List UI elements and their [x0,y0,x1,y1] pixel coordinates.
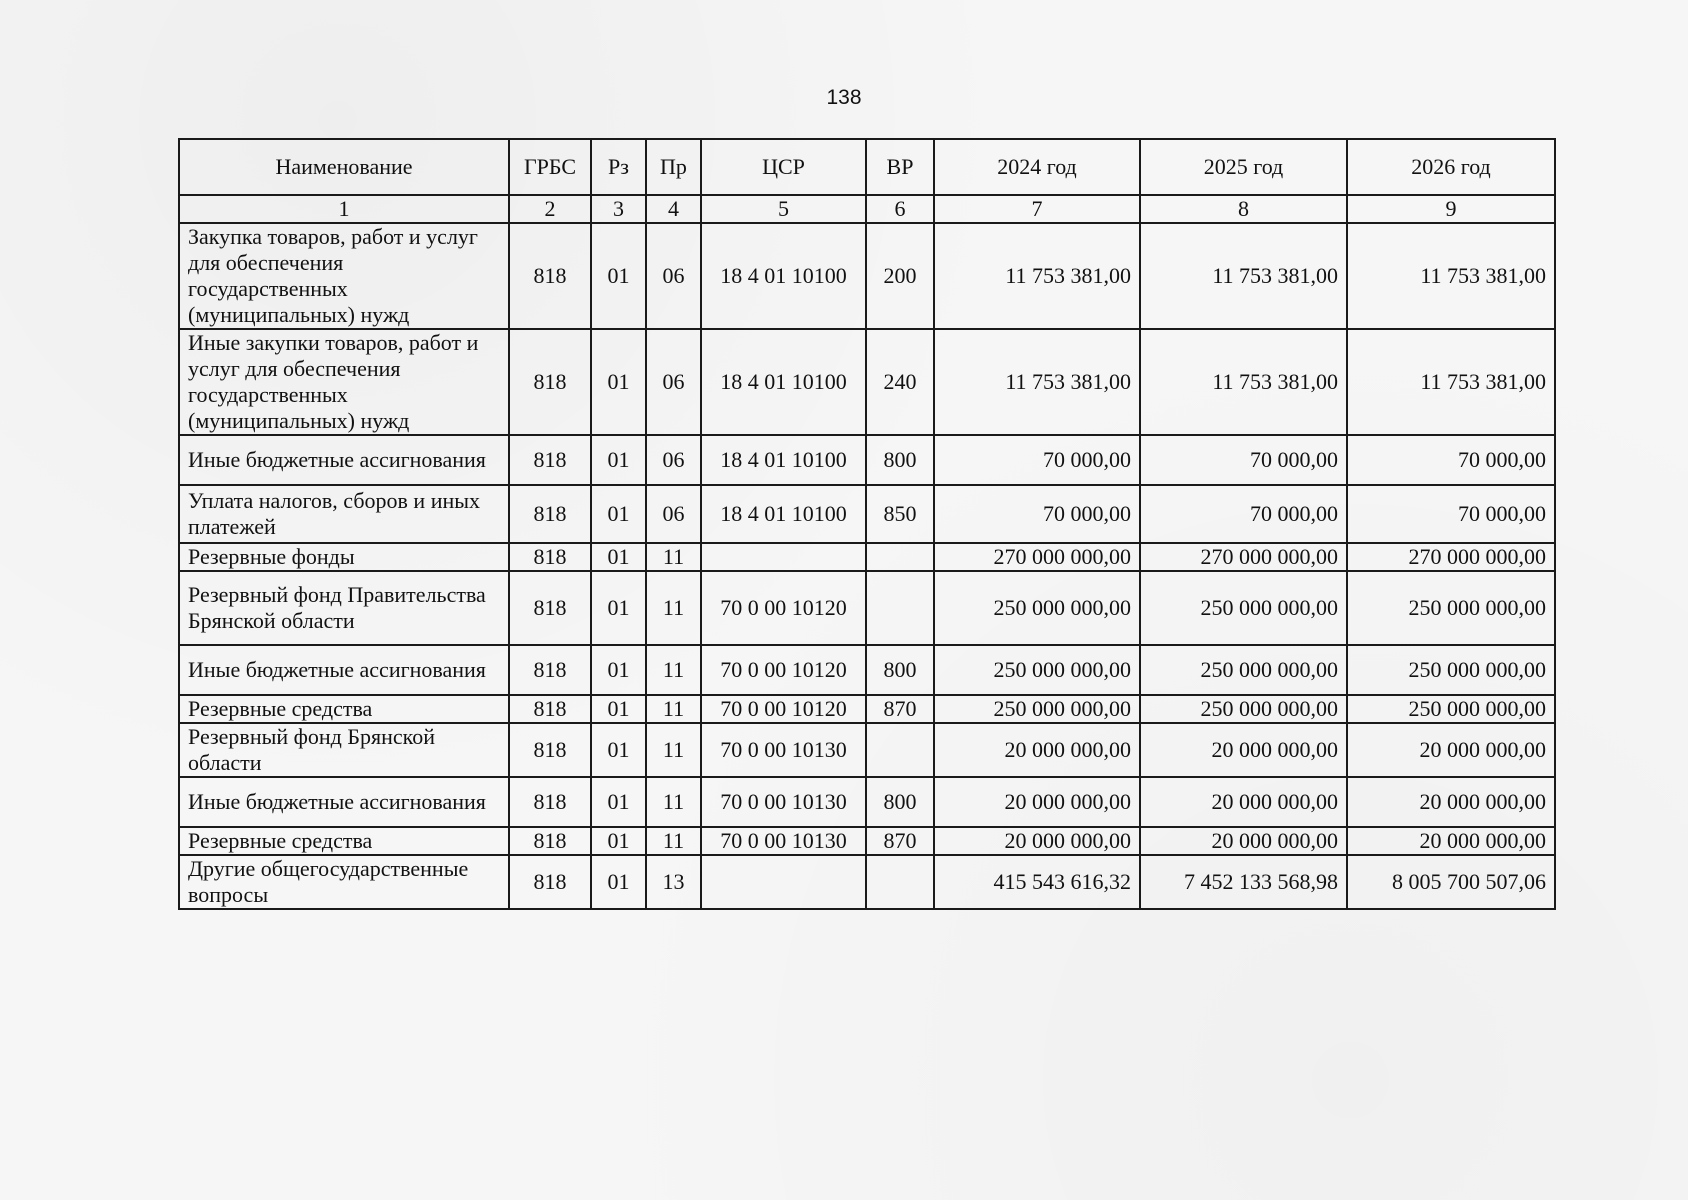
row-name: Резервные средства [179,827,509,855]
row-rz: 01 [591,485,646,543]
row-amount-2024: 250 000 000,00 [934,571,1140,645]
row-grbs: 818 [509,571,591,645]
row-pr: 06 [646,223,701,329]
row-amount-2025: 270 000 000,00 [1140,543,1347,571]
row-grbs: 818 [509,543,591,571]
row-amount-2026: 8 005 700 507,06 [1347,855,1555,909]
row-pr: 13 [646,855,701,909]
row-amount-2026: 250 000 000,00 [1347,695,1555,723]
row-amount-2024: 270 000 000,00 [934,543,1140,571]
row-amount-2026: 250 000 000,00 [1347,645,1555,695]
column-number-row [179,195,1555,223]
header-name: Наименование [179,139,509,195]
row-vr: 850 [866,485,934,543]
row-amount-2025: 7 452 133 568,98 [1140,855,1347,909]
table-row [179,223,1555,329]
column-number: 8 [1140,195,1347,223]
row-amount-2024: 250 000 000,00 [934,695,1140,723]
row-name: Иные закупки товаров, работ и услуг для обеспечения государственных (муниципальных) нужд [179,329,509,435]
row-vr: 870 [866,695,934,723]
row-amount-2025: 20 000 000,00 [1140,723,1347,777]
row-amount-2024: 70 000,00 [934,435,1140,485]
row-amount-2026: 20 000 000,00 [1347,777,1555,827]
row-rz: 01 [591,571,646,645]
row-pr: 11 [646,645,701,695]
header-row [179,139,1555,195]
table-row [179,485,1555,543]
column-number: 1 [179,195,509,223]
row-rz: 01 [591,543,646,571]
row-vr [866,855,934,909]
row-amount-2026: 11 753 381,00 [1347,329,1555,435]
table-row [179,543,1555,571]
row-vr: 200 [866,223,934,329]
row-rz: 01 [591,329,646,435]
row-rz: 01 [591,827,646,855]
table-row [179,695,1555,723]
row-rz: 01 [591,645,646,695]
row-vr: 800 [866,645,934,695]
row-amount-2024: 415 543 616,32 [934,855,1140,909]
header-2024: 2024 год [934,139,1140,195]
column-number: 7 [934,195,1140,223]
column-number: 4 [646,195,701,223]
row-amount-2025: 250 000 000,00 [1140,571,1347,645]
row-csr [701,855,866,909]
row-grbs: 818 [509,723,591,777]
row-amount-2026: 70 000,00 [1347,485,1555,543]
header-2025: 2025 год [1140,139,1347,195]
row-name: Иные бюджетные ассигнования [179,777,509,827]
row-csr: 18 4 01 10100 [701,329,866,435]
row-amount-2026: 20 000 000,00 [1347,827,1555,855]
table-row [179,777,1555,827]
row-pr: 11 [646,777,701,827]
row-name: Иные бюджетные ассигнования [179,645,509,695]
row-amount-2024: 250 000 000,00 [934,645,1140,695]
row-rz: 01 [591,695,646,723]
row-rz: 01 [591,855,646,909]
column-number: 9 [1347,195,1555,223]
row-name: Резервный фонд Правительства Брянской области [179,571,509,645]
header-rz: Рз [591,139,646,195]
column-number: 3 [591,195,646,223]
row-amount-2024: 70 000,00 [934,485,1140,543]
row-grbs: 818 [509,827,591,855]
row-rz: 01 [591,723,646,777]
row-amount-2025: 20 000 000,00 [1140,777,1347,827]
row-amount-2025: 20 000 000,00 [1140,827,1347,855]
row-csr [701,543,866,571]
header-grbs: ГРБС [509,139,591,195]
row-pr: 06 [646,435,701,485]
row-amount-2025: 250 000 000,00 [1140,645,1347,695]
row-csr: 70 0 00 10130 [701,777,866,827]
table-row [179,855,1555,909]
table-row [179,329,1555,435]
row-pr: 11 [646,571,701,645]
table-row [179,827,1555,855]
row-pr: 11 [646,543,701,571]
row-vr: 800 [866,435,934,485]
budget-table [178,138,1556,910]
row-vr [866,543,934,571]
row-name: Уплата налогов, сборов и иных платежей [179,485,509,543]
row-csr: 70 0 00 10130 [701,723,866,777]
row-csr: 18 4 01 10100 [701,485,866,543]
row-pr: 11 [646,827,701,855]
header-vr: ВР [866,139,934,195]
row-grbs: 818 [509,485,591,543]
row-grbs: 818 [509,435,591,485]
row-pr: 06 [646,485,701,543]
row-amount-2024: 11 753 381,00 [934,223,1140,329]
table-row [179,723,1555,777]
row-pr: 06 [646,329,701,435]
row-csr: 70 0 00 10120 [701,695,866,723]
column-number: 2 [509,195,591,223]
row-amount-2026: 70 000,00 [1347,435,1555,485]
row-name: Закупка товаров, работ и услуг для обеспечения государственных (муниципальных) нужд [179,223,509,329]
row-rz: 01 [591,223,646,329]
header-2026: 2026 год [1347,139,1555,195]
row-rz: 01 [591,435,646,485]
row-amount-2024: 20 000 000,00 [934,777,1140,827]
row-vr: 240 [866,329,934,435]
row-amount-2026: 250 000 000,00 [1347,571,1555,645]
row-grbs: 818 [509,777,591,827]
row-amount-2025: 250 000 000,00 [1140,695,1347,723]
row-amount-2024: 20 000 000,00 [934,723,1140,777]
row-csr: 70 0 00 10120 [701,645,866,695]
table-row [179,435,1555,485]
row-grbs: 818 [509,223,591,329]
row-amount-2025: 11 753 381,00 [1140,223,1347,329]
row-amount-2026: 270 000 000,00 [1347,543,1555,571]
row-name: Иные бюджетные ассигнования [179,435,509,485]
row-pr: 11 [646,723,701,777]
row-amount-2025: 70 000,00 [1140,485,1347,543]
row-amount-2025: 70 000,00 [1140,435,1347,485]
row-csr: 18 4 01 10100 [701,223,866,329]
row-amount-2024: 20 000 000,00 [934,827,1140,855]
table-row [179,571,1555,645]
row-rz: 01 [591,777,646,827]
row-name: Резервный фонд Брянской области [179,723,509,777]
row-grbs: 818 [509,645,591,695]
header-pr: Пр [646,139,701,195]
table-row [179,645,1555,695]
column-number: 5 [701,195,866,223]
row-amount-2024: 11 753 381,00 [934,329,1140,435]
row-amount-2025: 11 753 381,00 [1140,329,1347,435]
row-grbs: 818 [509,695,591,723]
row-name: Другие общегосударственные вопросы [179,855,509,909]
row-name: Резервные средства [179,695,509,723]
row-vr: 800 [866,777,934,827]
row-csr: 70 0 00 10120 [701,571,866,645]
row-vr: 870 [866,827,934,855]
row-amount-2026: 11 753 381,00 [1347,223,1555,329]
row-vr [866,723,934,777]
row-csr: 18 4 01 10100 [701,435,866,485]
row-name: Резервные фонды [179,543,509,571]
header-csr: ЦСР [701,139,866,195]
column-number: 6 [866,195,934,223]
row-grbs: 818 [509,855,591,909]
row-pr: 11 [646,695,701,723]
row-csr: 70 0 00 10130 [701,827,866,855]
row-grbs: 818 [509,329,591,435]
row-amount-2026: 20 000 000,00 [1347,723,1555,777]
row-vr [866,571,934,645]
page-number: 138 [826,86,862,109]
